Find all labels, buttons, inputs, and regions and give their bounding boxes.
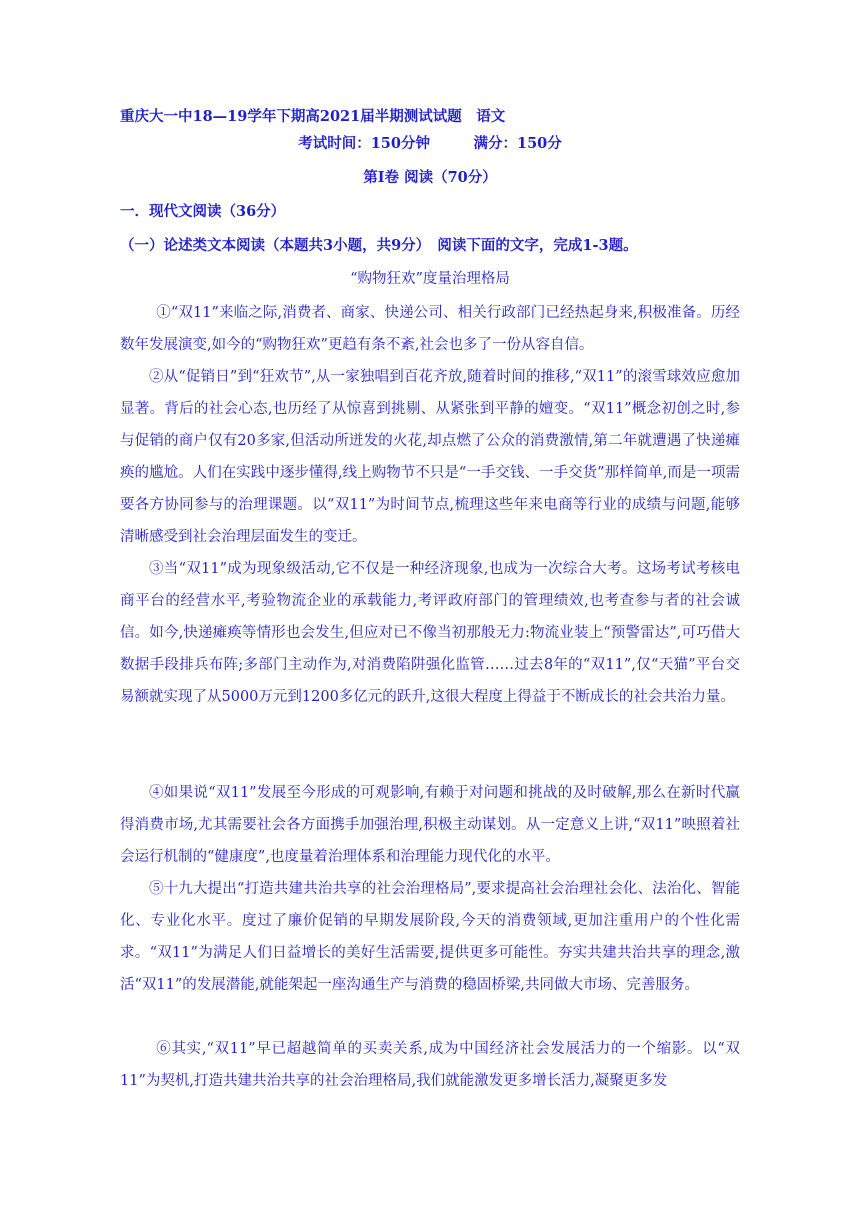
section-heading: 一．现代文阅读（36分）	[120, 203, 286, 220]
paragraph-6: ⑥其实,“双11”早已超越简单的买卖关系,成为中国经济社会发展活力的一个缩影。以“双11”为契机,打造共建共治共享的社会治理格局,我们就能激发更多增长活力,凝聚更多发	[120, 1041, 740, 1089]
section-subheading: （一）论述类文本阅读（本题共3小题，共9分） 阅读下面的文字，完成1-3题。	[120, 237, 638, 254]
paragraph-3: ③当“双11”成为现象级活动,它不仅是一种经济现象,也成为一次综合大考。这场考试考核电商平台的经营水平,考验物流企业的承载能力,考评政府部门的管理绩效,也考查参与者的社会诚信。如今,快递瘫痪等情形也会发生,但应对已不像当初那般无力:物流业装上“预警雷达”,可巧借大数据手段排兵布阵;多部门主动作为,对消费陷阱强化监管……过去8年的“双11”,仅“天猫”平台交易额就实现了从5000万元到1200多亿元的跃升,这很大程度上得益于不断成长的社会共治力量。	[120, 561, 740, 705]
paragraph-5: ⑤十九大提出“打造共建共治共享的社会治理格局”,要求提高社会治理社会化、法治化、智能化、专业化水平。度过了廉价促销的早期发展阶段,今天的消费领域,更加注重用户的个性化需求。“双11”为满足人们日益增长的美好生活需要,提供更多可能性。夯实共建共治共享的理念,激活“双11”的发展潜能,就能架起一座沟通生产与消费的稳固桥梁,共同做大市场、完善服务。	[120, 881, 740, 993]
exam-info: 考试时间：150分钟 满分：150分	[298, 135, 562, 152]
paragraph-4: ④如果说“双11”发展至今形成的可观影响,有赖于对问题和挑战的及时破解,那么在新时代赢得消费市场,尤其需要社会各方面携手加强治理,积极主动谋划。从一定意义上讲,“双11”映照着社会运行机制的“健康度”,也度量着治理体系和治理能力现代化的水平。	[120, 785, 740, 865]
paragraph-2: ②从“促销日”到“狂欢节”,从一家独唱到百花齐放,随着时间的推移,“双11”的滚雪球效应愈加显著。背后的社会心态,也历经了从惊喜到挑剔、从紧张到平静的嬗变。“双11”概念初创之时,参与促销的商户仅有20多家,但活动所迸发的火花,却点燃了公众的消费激情,第二年就遭遇了快递瘫痪的尴尬。人们在实践中逐步懂得,线上购物节不只是“一手交钱、一手交货”那样简单,而是一项需要各方协同参与的治理课题。以“双11”为时间节点,梳理这些年来电商等行业的成绩与问题,能够清晰感受到社会治理层面发生的变迁。	[120, 369, 740, 545]
document-title: 重庆大一中18—19学年下期高2021届半期测试试题 语文	[120, 108, 506, 125]
part-title: 第Ⅰ卷 阅读（70分）	[363, 169, 497, 186]
paragraph-1: ①“双11”来临之际,消费者、商家、快递公司、相关行政部门已经热起身来,积极准备。历经数年发展演变,如今的“购物狂欢”更趋有条不紊,社会也多了一份从容自信。	[120, 305, 740, 353]
article-title: “购物狂欢”度量治理格局	[350, 271, 510, 287]
